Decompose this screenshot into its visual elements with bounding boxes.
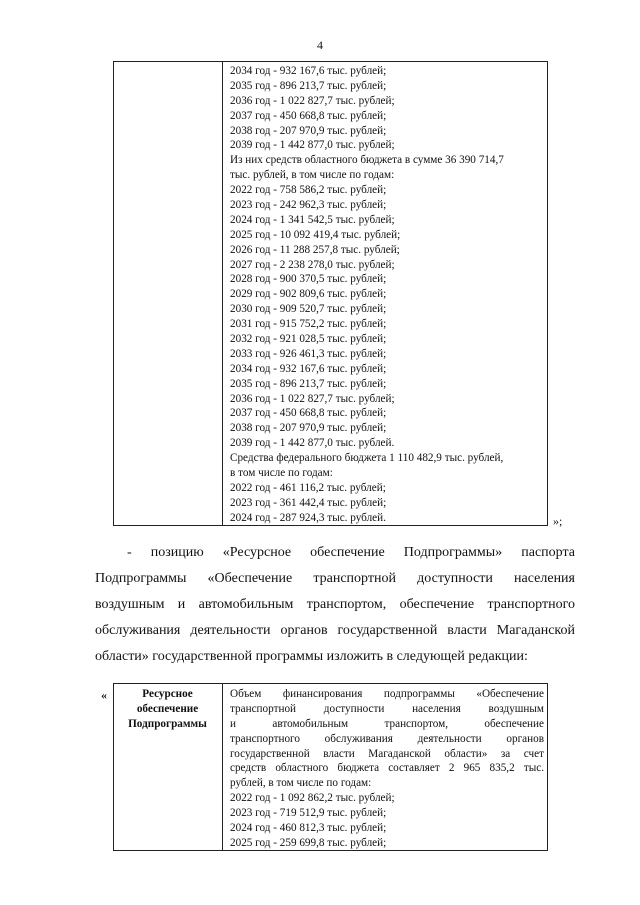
table-line: Объем финансирования подпрограммы «Обеспечение	[230, 688, 544, 700]
table-line: 2024 год - 1 341 542,5 тыс. рублей;	[230, 213, 395, 226]
header-line: Ресурсное	[142, 688, 193, 700]
table-line: 2022 год - 461 116,2 тыс. рублей;	[230, 481, 386, 494]
table-line: 2032 год - 921 028,5 тыс. рублей;	[230, 333, 387, 346]
table-column-divider	[222, 683, 223, 851]
header-line: обеспечение	[136, 702, 199, 715]
paragraph-line: - позицию «Ресурсное обеспечение Подпрограммы» паспорта	[127, 545, 575, 560]
closing-quote: »;	[553, 514, 563, 528]
table-line: 2035 год - 896 213,7 тыс. рублей;	[230, 79, 387, 92]
opening-quote: «	[101, 688, 107, 702]
table-line: 2026 год - 11 288 257,8 тыс. рублей;	[230, 243, 400, 256]
table-line: 2025 год - 259 699,8 тыс. рублей;	[230, 836, 387, 849]
table-line: 2025 год - 10 092 419,4 тыс. рублей;	[230, 228, 401, 241]
table-line: Из них средств областного бюджета в сумме 36 390 714,7	[230, 154, 504, 167]
table-line: тыс. рублей, в том числе по годам:	[230, 169, 395, 182]
table-line: 2036 год - 1 022 827,7 тыс. рублей;	[230, 392, 395, 405]
paragraph-line: Подпрограммы «Обеспечение транспортной доступности населения	[95, 571, 575, 586]
table-line: 2035 год - 896 213,7 тыс. рублей;	[230, 377, 387, 390]
table-line: 2038 год - 207 970,9 тыс. рублей;	[230, 124, 387, 137]
table-line: 2034 год - 932 167,6 тыс. рублей;	[230, 362, 387, 375]
paragraph-line: обслуживания деятельности органов государственной власти Магаданской	[95, 623, 575, 638]
table-line: и автомобильным транспортом, обеспечение	[230, 717, 544, 730]
table-line: в том числе по годам:	[230, 467, 333, 480]
page-number: 4	[317, 38, 323, 52]
table-line: 2027 год - 2 238 278,0 тыс. рублей;	[230, 258, 395, 271]
table-line: государственной власти Магаданской области» за счет	[230, 747, 544, 760]
table-line: 2039 год - 1 442 877,0 тыс. рублей;	[230, 139, 395, 152]
paragraph-line: области» государственной программы изложить в следующей редакции:	[95, 649, 528, 664]
table-line: 2023 год - 361 442,4 тыс. рублей;	[230, 496, 387, 509]
table-header-cell	[113, 687, 222, 732]
table-line: Средства федерального бюджета 1 110 482,9 тыс. рублей,	[230, 452, 504, 465]
table-line: 2033 год - 926 461,3 тыс. рублей;	[230, 347, 387, 360]
table-line: 2023 год - 242 962,3 тыс. рублей;	[230, 199, 387, 212]
paragraph-line: воздушным и автомобильным транспортом, обеспечение транспортного	[95, 597, 575, 612]
table-line: 2022 год - 758 586,2 тыс. рублей;	[230, 184, 387, 197]
amendment-paragraph	[95, 540, 575, 670]
header-line: Подпрограммы	[128, 717, 207, 730]
table-line: транспортной доступности населения воздушным	[230, 702, 544, 715]
table-line: 2036 год - 1 022 827,7 тыс. рублей;	[230, 94, 395, 107]
table-line: 2030 год - 909 520,7 тыс. рублей;	[230, 303, 387, 316]
table-line: 2037 год - 450 668,8 тыс. рублей;	[230, 407, 387, 420]
funding-lines-bottom	[230, 687, 544, 851]
table-line: 2028 год - 900 370,5 тыс. рублей;	[230, 273, 387, 286]
table-line: 2022 год - 1 092 862,2 тыс. рублей;	[230, 792, 395, 805]
table-line: транспортного обслуживания деятельности органов	[230, 732, 544, 745]
table-line: средств областного бюджета составляет 2 965 835,2 тыс.	[230, 762, 544, 775]
table-line: 2038 год - 207 970,9 тыс. рублей;	[230, 422, 387, 435]
funding-lines-top	[230, 64, 546, 526]
table-line: 2039 год - 1 442 877,0 тыс. рублей.	[230, 437, 395, 450]
table-line: 2023 год - 719 512,9 тыс. рублей;	[230, 807, 387, 820]
table-column-divider	[222, 61, 223, 526]
table-line: 2029 год - 902 809,6 тыс. рублей;	[230, 288, 387, 301]
table-line: 2024 год - 287 924,3 тыс. рублей.	[230, 511, 386, 524]
table-line: рублей, в том числе по годам:	[230, 777, 372, 790]
table-line: 2031 год - 915 752,2 тыс. рублей;	[230, 318, 387, 331]
table-line: 2024 год - 460 812,3 тыс. рублей;	[230, 822, 387, 835]
table-line: 2034 год - 932 167,6 тыс. рублей;	[230, 65, 387, 77]
table-line: 2037 год - 450 668,8 тыс. рублей;	[230, 109, 387, 122]
